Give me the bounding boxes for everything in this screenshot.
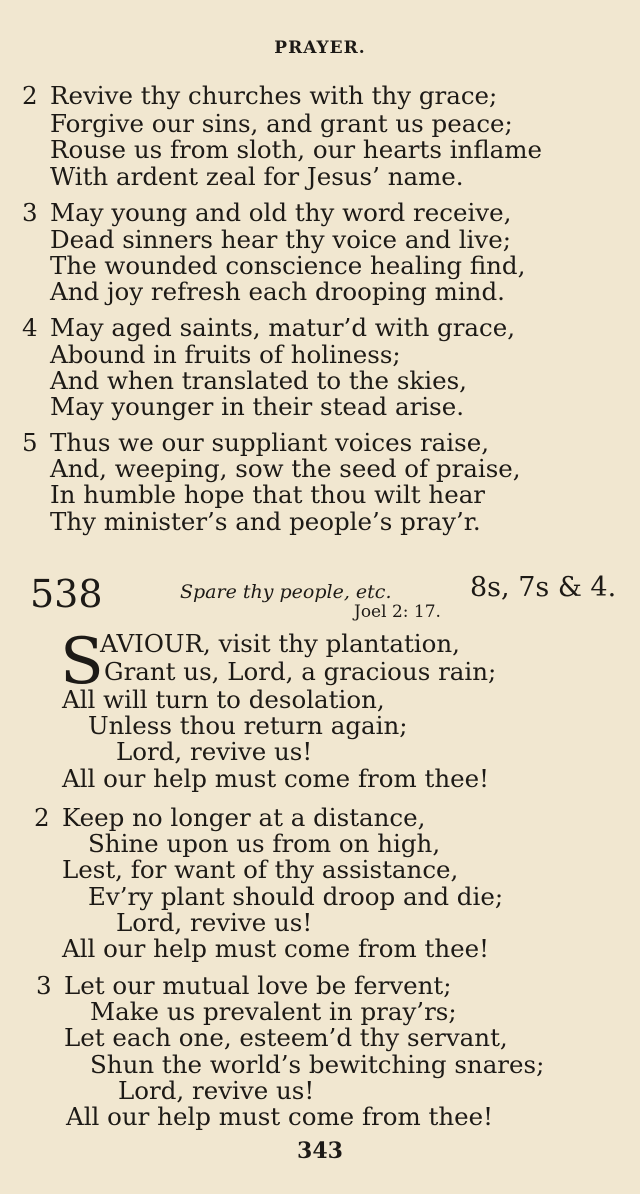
first-line-rest: visit thy plantation, [218,629,460,658]
stanza-number: 3 [22,198,38,227]
verse-line: Keep no longer at a distance, [62,803,426,832]
verse-line: And when translated to the skies, [50,366,467,395]
verse-line: Lord, revive us! [118,1076,315,1105]
verse-line: Lord, revive us! [116,908,313,937]
verse-line: Shun the world’s bewitching snares; [90,1050,545,1079]
verse-line: Unless thou return again; [88,711,408,740]
verse-line: Lord, revive us! [116,737,313,766]
verse-line: Thy minister’s and people’s pray’r. [50,507,481,536]
verse-line: And joy refresh each drooping mind. [50,277,505,306]
verse-line: All our help must come from thee! [66,1102,493,1131]
verse-line: And, weeping, sow the seed of praise, [50,454,521,483]
stanza-number: 5 [22,428,38,457]
verse-line: Let each one, esteem’d thy servant, [64,1023,508,1052]
scripture-reference: Joel 2: 17. [354,602,441,622]
stanza-number: 2 [34,803,50,832]
verse-line: Revive thy churches with thy grace; [50,81,498,110]
verse-line: May young and old thy word receive, [50,198,512,227]
first-word: AVIOUR, [100,629,211,658]
verse-line: Lest, for want of thy assistance, [62,855,459,884]
stanza-number: 4 [22,313,38,342]
verse-line: Grant us, Lord, a gracious rain; [104,657,497,686]
verse-line: Forgive our sins, and grant us peace; [50,109,513,138]
verse-line: Ev’ry plant should droop and die; [88,882,504,911]
verse-line: All our help must come from thee! [62,934,489,963]
verse-line: Thus we our suppliant voices raise, [50,428,489,457]
verse-line: May aged saints, matur’d with grace, [50,313,516,342]
hymn-title: Spare thy people, etc. [180,581,392,603]
verse-line: All our help must come from thee! [62,764,489,793]
verse-line: In humble hope that thou wilt hear [50,480,486,509]
page-number: 343 [297,1138,343,1164]
verse-line: Make us prevalent in pray’rs; [90,997,457,1026]
verse-line: Shine upon us from on high, [88,829,441,858]
verse-line: May younger in their stead arise. [50,392,465,421]
verse-line: Dead sinners hear thy voice and live; [50,225,511,254]
running-header: PRAYER. [274,38,366,58]
verse-line: All will turn to desolation, [62,685,385,714]
stanza-number: 3 [36,971,52,1000]
first-line [100,629,460,658]
hymn-meter: 8s, 7s & 4. [470,572,617,603]
drop-cap: S [60,625,104,699]
stanza-number: 2 [22,81,38,110]
verse-line: Abound in fruits of holiness; [50,340,401,369]
verse-line: Let our mutual love be fervent; [64,971,452,1000]
verse-line: With ardent zeal for Jesus’ name. [50,162,464,191]
verse-line: The wounded conscience healing find, [50,251,526,280]
hymn-number: 538 [30,572,103,616]
verse-line: Rouse us from sloth, our hearts inflame [50,135,543,164]
